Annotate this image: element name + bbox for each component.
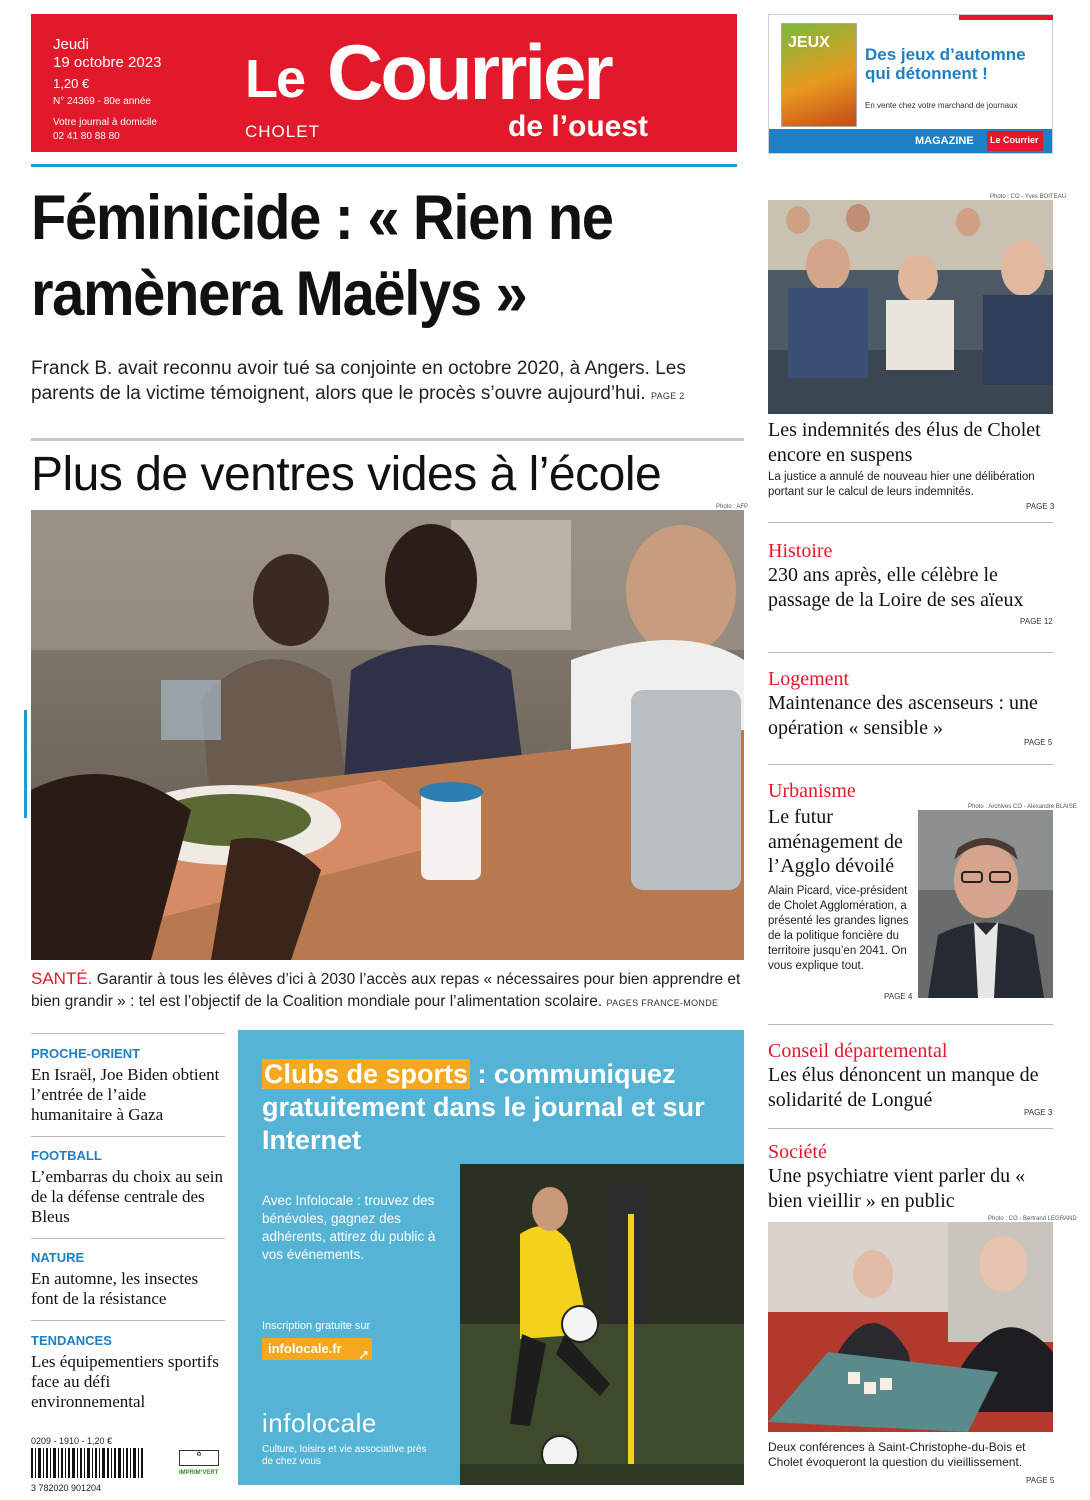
issue-day: Jeudi bbox=[53, 36, 89, 53]
article-urbanisme-text: Alain Picard, vice-président de Cholet Agglomération, a présenté les grandes lignes de la politique foncière du territoire jusqu’en 2041. On vous explique tout. bbox=[768, 884, 909, 972]
school-photo-credit: Photo : AFP bbox=[716, 504, 749, 510]
infolocale-link[interactable]: infolocale.fr bbox=[262, 1338, 372, 1360]
barcode-bars bbox=[31, 1448, 151, 1478]
scrabble-photo bbox=[768, 1222, 1053, 1432]
brief-title: En automne, les insectes font de la résistance bbox=[31, 1269, 199, 1308]
article-urbanisme-title: Le futur aménagement de l’Agglo dévoilé bbox=[768, 806, 903, 877]
home-delivery-phone: 02 41 80 88 80 bbox=[53, 131, 120, 142]
article-divider bbox=[768, 764, 1053, 765]
societe-photo-credit: Photo : CO - Bertrand LEGRAND bbox=[988, 1216, 1077, 1222]
sports-ad-headline bbox=[262, 1058, 732, 1157]
article-histoire-title: 230 ans après, elle célèbre le passage de la Loire de ses aïeux bbox=[768, 564, 1024, 611]
magazine-ad-subtitle: En vente chez votre marchand de journaux bbox=[865, 101, 1018, 110]
school-page-ref: PAGES FRANCE-MONDE bbox=[606, 998, 719, 1008]
article-societe-kicker: Société bbox=[768, 1141, 827, 1163]
sports-ad-body: Avec Infolocale : trouvez des bénévoles, gagnez des adhérents, attirez du public à vos événements. bbox=[262, 1193, 436, 1262]
football-photo bbox=[460, 1164, 744, 1485]
magazine-cover-title: JEUX bbox=[788, 34, 830, 51]
school-canteen-photo bbox=[31, 510, 744, 960]
article-conseil[interactable] bbox=[768, 1040, 1058, 1112]
logo-le: Le bbox=[245, 49, 305, 109]
article-conseil-kicker: Conseil départemental bbox=[768, 1040, 948, 1062]
issue-date bbox=[53, 36, 161, 72]
brief-kicker: PROCHE-ORIENT bbox=[31, 1046, 141, 1061]
article-conseil-title: Les élus dénoncent un manque de solidarité de Longué bbox=[768, 1064, 1039, 1111]
article-societe-page: PAGE 5 bbox=[1026, 1476, 1055, 1485]
brief-title: L’embarras du choix au sein de la défense centrale des Bleus bbox=[31, 1167, 223, 1226]
article-societe-caption: Deux conférences à Saint-Christophe-du-Bois et Cholet évoqueront la question du vieillissement. bbox=[768, 1440, 1026, 1469]
magazine-label: MAGAZINE bbox=[915, 135, 974, 147]
home-delivery-label: Votre journal à domicile bbox=[53, 117, 157, 128]
sports-ad-headline-rest: : communiquez gratuitement dans le journal et sur Internet bbox=[262, 1059, 705, 1155]
article-elus[interactable] bbox=[768, 418, 1058, 500]
portrait-illustration bbox=[918, 810, 1053, 998]
article-histoire-kicker: Histoire bbox=[768, 540, 833, 562]
issue-price: 1,20 € bbox=[53, 76, 90, 91]
article-divider bbox=[768, 652, 1053, 653]
recycle-icon: ♻ bbox=[179, 1450, 219, 1466]
home-delivery bbox=[53, 116, 157, 144]
council-meeting-photo bbox=[768, 200, 1053, 414]
masthead-divider bbox=[31, 164, 737, 167]
barcode-price-code: 0209 - 1910 - 1,20 € bbox=[31, 1436, 113, 1446]
brief-divider bbox=[31, 1320, 225, 1321]
brief-divider bbox=[31, 1136, 225, 1137]
article-elus-title: Les indemnités des élus de Cholet encore en suspens bbox=[768, 419, 1041, 466]
magazine-ad-bar bbox=[769, 129, 1052, 153]
brief-kicker: NATURE bbox=[31, 1250, 85, 1265]
urbanisme-photo-credit: Photo : Archives CO - Alexandre BLAISE bbox=[968, 804, 1077, 810]
page-edge-marker bbox=[24, 710, 27, 818]
article-societe[interactable] bbox=[768, 1141, 1058, 1213]
issue-date-text: 19 octobre 2023 bbox=[53, 54, 162, 71]
article-logement[interactable] bbox=[768, 668, 1058, 740]
infolocale-tagline: Culture, loisirs et vie associative près de chez vous bbox=[262, 1444, 427, 1467]
brief-tendances[interactable] bbox=[31, 1333, 225, 1412]
sports-ad-signup: Inscription gratuite sur bbox=[262, 1320, 371, 1332]
article-logement-title: Maintenance des ascenseurs : une opération « sensible » bbox=[768, 692, 1038, 739]
logo-ouest: de l’ouest bbox=[508, 110, 649, 143]
alain-picard-portrait bbox=[918, 810, 1053, 998]
ad-top-bar bbox=[959, 15, 1053, 20]
lead-page-ref: PAGE 2 bbox=[650, 391, 685, 401]
article-urbanisme-page: PAGE 4 bbox=[884, 992, 913, 1001]
article-divider bbox=[768, 1024, 1053, 1025]
infolocale-logo: infolocale bbox=[262, 1408, 377, 1438]
magazine-cover-image bbox=[781, 23, 857, 127]
school-headline[interactable]: Plus de ventres vides à l’école bbox=[31, 448, 662, 501]
section-divider bbox=[31, 438, 744, 441]
article-urbanisme-kicker: Urbanisme bbox=[768, 780, 856, 802]
brief-kicker: FOOTBALL bbox=[31, 1148, 102, 1163]
brief-kicker: TENDANCES bbox=[31, 1333, 112, 1348]
lead-headline[interactable]: Féminicide : « Rien ne ramènera Maëlys » bbox=[31, 183, 613, 329]
brief-football[interactable] bbox=[31, 1148, 225, 1227]
elus-photo-credit: Photo : CO - Yves BOITEAU bbox=[990, 194, 1066, 200]
article-elus-text: La justice a annulé de nouveau hier une délibération portant sur le calcul de leurs indemnités. bbox=[768, 471, 1035, 498]
eco-label: IMPRIM’VERT bbox=[179, 1470, 219, 1476]
school-caption bbox=[31, 968, 747, 1014]
brief-title: En Israël, Joe Biden obtient l’entrée de l’aide humanitaire à Gaza bbox=[31, 1065, 220, 1124]
brief-proche-orient[interactable] bbox=[31, 1046, 225, 1125]
article-logement-kicker: Logement bbox=[768, 668, 850, 690]
edition-name: CHOLET bbox=[245, 122, 320, 141]
magazine-ad[interactable] bbox=[768, 14, 1053, 154]
brief-title: Les équipementiers sportifs face au défi environnemental bbox=[31, 1352, 219, 1411]
cursor-icon: ➚ bbox=[358, 1346, 370, 1362]
football-illustration bbox=[460, 1164, 744, 1485]
lead-deck bbox=[31, 356, 747, 409]
brief-nature[interactable] bbox=[31, 1250, 225, 1309]
magazine-ad-title: Des jeux d’automne qui détonnent ! bbox=[865, 45, 1026, 83]
article-conseil-page: PAGE 3 bbox=[1024, 1108, 1053, 1117]
council-meeting-illustration bbox=[768, 200, 1053, 414]
article-logement-page: PAGE 5 bbox=[1024, 738, 1053, 747]
masthead bbox=[31, 14, 737, 152]
sports-ad-highlight: Clubs de sports bbox=[264, 1059, 469, 1089]
article-societe-title: Une psychiatre vient parler du « bien vieillir » en public bbox=[768, 1165, 1026, 1212]
article-divider bbox=[768, 522, 1053, 523]
barcode bbox=[31, 1436, 231, 1493]
school-caption-text: Garantir à tous les élèves d’ici à 2030 l’accès aux repas « nécessaires pour bien apprendre et bien grandir » : tel est l’objectif de la Coalition mondiale pour l’alimentation scolaire. bbox=[31, 971, 741, 1010]
barcode-number: 3 782020 901204 bbox=[31, 1483, 102, 1493]
brief-divider bbox=[31, 1033, 225, 1034]
article-histoire[interactable] bbox=[768, 540, 1058, 612]
article-urbanisme[interactable] bbox=[768, 780, 918, 974]
brief-divider bbox=[31, 1238, 225, 1239]
issue-number: N° 24369 - 80e année bbox=[53, 96, 151, 107]
article-histoire-page: PAGE 12 bbox=[1020, 617, 1053, 626]
magazine-brand-logo: Le Courrier bbox=[987, 131, 1043, 151]
sports-clubs-ad[interactable] bbox=[238, 1030, 744, 1485]
school-caption-kicker: SANTÉ. bbox=[31, 969, 93, 988]
article-divider bbox=[768, 1128, 1053, 1129]
lead-deck-text: Franck B. avait reconnu avoir tué sa conjointe en octobre 2020, à Angers. Les parents de la victime témoignent, alors que le procès s’ouvre aujourd’hui. bbox=[31, 358, 686, 404]
school-photo-illustration bbox=[31, 510, 744, 960]
scrabble-illustration bbox=[768, 1222, 1053, 1432]
logo-courrier: Courrier bbox=[327, 28, 611, 116]
article-elus-page: PAGE 3 bbox=[1026, 502, 1055, 511]
